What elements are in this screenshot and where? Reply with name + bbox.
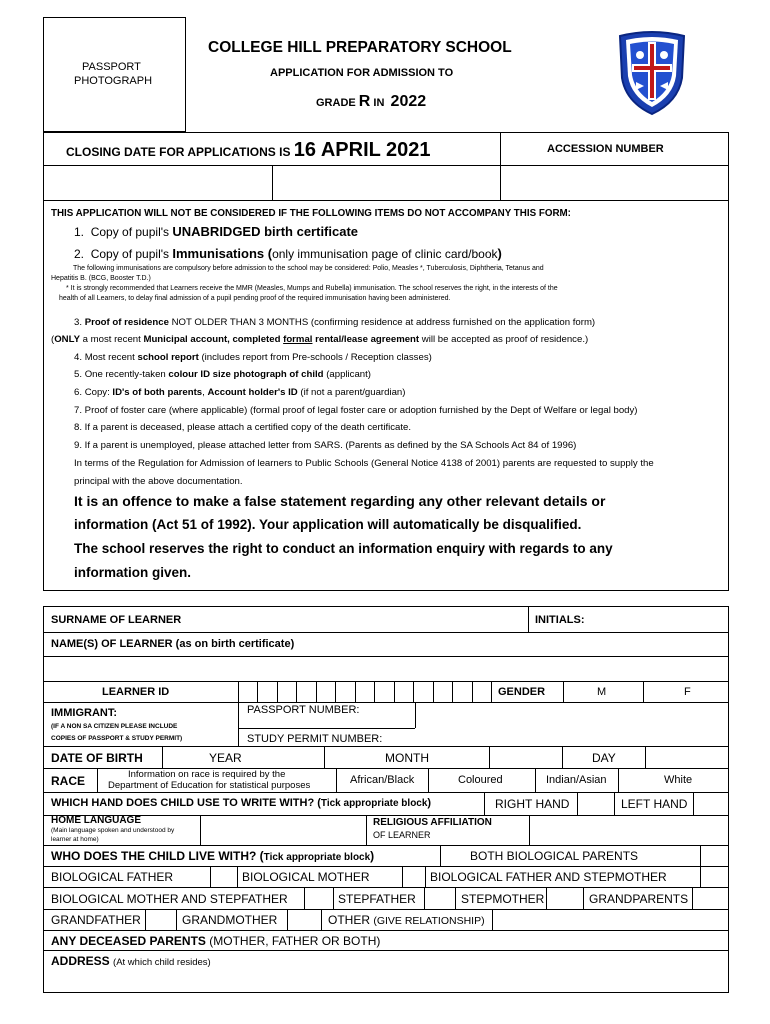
home-language-note-1: (Main language spoken and understood by — [51, 827, 175, 834]
closing-field-2[interactable] — [273, 166, 500, 200]
req-4-bold: school report — [137, 352, 199, 363]
race-label: RACE — [51, 774, 86, 788]
req-item-3 — [74, 317, 595, 328]
warning-line-3: The school reserves the right to conduct an information enquiry with regards to any — [74, 541, 613, 556]
accession-number-label: ACCESSION NUMBER — [547, 143, 664, 155]
race-white[interactable]: White — [664, 774, 693, 786]
closing-date-line — [66, 139, 431, 162]
regulation-line-2: principal with the above documentation. — [74, 476, 243, 487]
deceased-parents-label — [51, 934, 380, 948]
initials-label: INITIALS: — [535, 614, 585, 626]
warning-line-1: It is an offence to make a false statement regarding any other relevant details or — [74, 493, 606, 509]
learner-id-digit-divider — [335, 681, 336, 702]
other-note: (GIVE RELATIONSHIP) — [373, 915, 485, 927]
req-5-post: (applicant) — [326, 369, 371, 380]
hand-tick-text: Tick appropriate block — [320, 798, 428, 809]
learner-id-digit-divider — [394, 681, 395, 702]
req-item-7: 7. Proof of foster care (where applicable) (formal proof of legal foster care or adoption furnished by the Dept of Welfare or legal body) — [74, 405, 638, 416]
immun-line-2: Hepatitis B. (BCG, Booster T.D.) — [51, 275, 151, 282]
stepfather-option[interactable]: STEPFATHER — [338, 892, 416, 906]
race-indian-asian[interactable]: Indian/Asian — [546, 774, 607, 786]
req-3-num: 3. — [74, 317, 83, 328]
address-label — [51, 954, 211, 968]
photo-label-2: PHOTOGRAPH — [74, 75, 153, 87]
warning-line-4: information given. — [74, 565, 192, 580]
req-2-close: ) — [497, 246, 502, 261]
req-6-pre: Copy: — [84, 387, 110, 398]
lives-with-label — [51, 849, 374, 863]
closing-date: 16 APRIL 2021 — [293, 139, 431, 161]
learner-id-digit-divider — [355, 681, 356, 702]
req-only-line — [51, 334, 588, 345]
dob-month-label: MONTH — [385, 751, 429, 765]
only-bold: ONLY — [54, 334, 80, 345]
address-note: (At which child resides) — [113, 957, 211, 968]
school-name: COLLEGE HILL PREPARATORY SCHOOL — [208, 39, 512, 56]
only-mid: a most recent — [82, 334, 141, 345]
learner-id-digit-divider — [374, 681, 375, 702]
grandmother-option[interactable]: GRANDMOTHER — [182, 913, 278, 927]
req-6-bold-1: ID's of both parents — [112, 387, 203, 398]
req-5-num: 5. — [74, 369, 83, 380]
hand-close: ) — [427, 797, 432, 809]
req-item-9: 9. If a parent is unemployed, please attached letter from SARS. (Parents as defined by the SA Schools Act 84 of 1996) — [74, 440, 577, 451]
immun-line-4: health of all Learners, to delay final admission of a pupil pending proof of the required immunisation having been administered. — [59, 295, 451, 302]
biological-mother-option[interactable]: BIOLOGICAL MOTHER — [242, 870, 370, 884]
learner-id-label: LEARNER ID — [102, 686, 170, 698]
grandparents-option[interactable]: GRANDPARENTS — [589, 892, 689, 906]
req-item-1 — [74, 224, 358, 239]
grade-in: IN — [373, 97, 385, 109]
gender-f[interactable]: F — [684, 686, 691, 698]
warning-line-2: information (Act 51 of 1992). Your application will automatically be disqualified. — [74, 517, 582, 532]
closing-label: CLOSING DATE FOR APPLICATIONS IS — [66, 145, 291, 159]
race-african-black[interactable]: African/Black — [350, 774, 415, 786]
req-4-pre: Most recent — [84, 352, 135, 363]
grade-value: R — [358, 93, 371, 110]
home-language-label: HOME LANGUAGE — [51, 815, 141, 826]
req-3-post: NOT OLDER THAN 3 MONTHS (confirming residence at address furnished on the application form) — [171, 317, 596, 328]
other-label: OTHER — [328, 913, 370, 927]
req-4-post: (includes report from Pre-schools / Reception classes) — [201, 352, 432, 363]
immigrant-label: IMMIGRANT: — [51, 707, 117, 719]
req-6-bold-2: Account holder's ID — [207, 387, 298, 398]
religious-note: OF LEARNER — [373, 830, 431, 840]
hand-label-text: WHICH HAND DOES CHILD USE TO WRITE WITH? ( — [51, 797, 321, 809]
requirements-heading: THIS APPLICATION WILL NOT BE CONSIDERED IF THE FOLLOWING ITEMS DO NOT ACCOMPANY THIS FORM: — [51, 208, 571, 219]
immigrant-note-1: (IF A NON SA CITIZEN PLEASE INCLUDE — [51, 723, 178, 730]
accession-number-field[interactable] — [501, 166, 728, 200]
req-4-num: 4. — [74, 352, 83, 363]
race-note-1: Information on race is required by the — [128, 769, 286, 780]
names-label: NAME(S) OF LEARNER (as on birth certificate) — [51, 638, 295, 650]
req-item-6 — [74, 387, 405, 398]
req-item-8: 8. If a parent is deceased, please attach a certified copy of the death certificate. — [74, 422, 412, 433]
stepmother-option[interactable]: STEPMOTHER — [461, 892, 545, 906]
address-label-text: ADDRESS — [51, 954, 110, 968]
req-1-pre: Copy of pupil's — [90, 225, 170, 239]
gender-label: GENDER — [498, 686, 546, 698]
req-1-bold: UNABRIDGED birth certificate — [172, 224, 359, 239]
race-coloured[interactable]: Coloured — [458, 774, 503, 786]
race-note-2: Department of Education for statistical purposes — [108, 780, 311, 791]
req-5-bold: colour ID size photograph of child — [168, 369, 324, 380]
home-language-note-2: learner at home) — [51, 836, 99, 843]
grade-line — [316, 93, 426, 111]
req-2-pre: Copy of pupil's — [90, 247, 170, 261]
address-input-area[interactable] — [44, 968, 728, 992]
dob-year-label: YEAR — [209, 751, 242, 765]
req-5-pre: One recently-taken — [84, 369, 166, 380]
learner-id-digit-divider — [472, 681, 473, 702]
learner-id-digit-divider — [413, 681, 414, 702]
deceased-note: (MOTHER, FATHER OR BOTH) — [209, 934, 381, 948]
bio-father-stepmother-option[interactable]: BIOLOGICAL FATHER AND STEPMOTHER — [430, 870, 667, 884]
req-6-post: (if not a parent/guardian) — [300, 387, 406, 398]
req-3-bold: Proof of residence — [84, 317, 169, 328]
only-open: ( — [51, 334, 55, 345]
school-crest-logo — [616, 30, 688, 116]
req-item-2 — [74, 246, 502, 261]
learner-id-digit-divider — [452, 681, 453, 702]
application-line: APPLICATION FOR ADMISSION TO — [270, 67, 454, 79]
learner-id-digit-divider — [296, 681, 297, 702]
biological-father-option[interactable]: BIOLOGICAL FATHER — [51, 870, 174, 884]
dob-label: DATE OF BIRTH — [51, 751, 143, 765]
req-2-bold: Immunisations ( — [172, 246, 273, 261]
learner-id-digit-divider — [433, 681, 434, 702]
dob-day-label: DAY — [592, 751, 616, 765]
deceased-label-text: ANY DECEASED PARENTS — [51, 934, 206, 948]
req-2-num: 2. — [74, 247, 85, 261]
left-hand-option[interactable]: LEFT HAND — [621, 797, 688, 811]
right-hand-option[interactable]: RIGHT HAND — [495, 797, 570, 811]
both-biological-parents-option[interactable]: BOTH BIOLOGICAL PARENTS — [470, 849, 639, 863]
bio-mother-stepfather-option[interactable]: BIOLOGICAL MOTHER AND STEPFATHER — [51, 892, 288, 906]
req-6-num: 6. — [74, 387, 83, 398]
req-6-mid: , — [202, 387, 205, 398]
req-2-post: only immunisation page of clinic card/book — [272, 247, 498, 261]
names-input-row[interactable] — [44, 657, 728, 681]
lives-with-text: WHO DOES THE CHILD LIVE WITH? ( — [51, 849, 264, 863]
lives-with-tick: Tick appropriate block — [263, 852, 371, 863]
immun-line-3: * It is strongly recommended that Learners receive the MMR (Measles, Mumps and Rubella) immunisation. The school reserves the right, in the interests of the — [66, 285, 558, 292]
gender-m[interactable]: M — [597, 686, 607, 698]
req-1-num: 1. — [74, 225, 85, 239]
learner-id-digit-divider — [277, 681, 278, 702]
religious-label: RELIGIOUS AFFILIATION — [373, 817, 492, 828]
only-bold-2: Municipal account, completed — [143, 334, 281, 345]
req-item-4 — [74, 352, 432, 363]
surname-label: SURNAME OF LEARNER — [51, 614, 182, 626]
grade-label: GRADE — [316, 97, 356, 109]
learner-id-digit-divider — [316, 681, 317, 702]
other-option[interactable] — [328, 913, 485, 927]
only-post: will be accepted as proof of residence.) — [421, 334, 589, 345]
closing-field-1[interactable] — [44, 166, 272, 200]
req-item-5 — [74, 369, 371, 380]
regulation-line-1: In terms of the Regulation for Admission of learners to Public Schools (General Notice 4138 of 2001) parents are requested to supply the — [74, 458, 654, 469]
lives-with-close: ) — [370, 849, 375, 863]
immun-line-1: The following immunisations are compulsory before admission to the school may be considered: Polio, Measles *, Tuberculosis, Diphtheria, Tetanus and — [73, 265, 544, 272]
hand-label — [51, 797, 431, 809]
study-permit-label: STUDY PERMIT NUMBER: — [247, 733, 383, 745]
photo-label-1: PASSPORT — [82, 61, 141, 73]
immigrant-note-2: COPIES OF PASSPORT & STUDY PERMIT) — [51, 735, 183, 742]
only-bold-3: rental/lease agreement — [315, 334, 420, 345]
learner-id-digit-divider — [257, 681, 258, 702]
passport-number-label: PASSPORT NUMBER: — [247, 704, 360, 716]
grandfather-option[interactable]: GRANDFATHER — [51, 913, 141, 927]
only-underline: formal — [283, 334, 313, 345]
grade-year: 2022 — [390, 93, 427, 110]
